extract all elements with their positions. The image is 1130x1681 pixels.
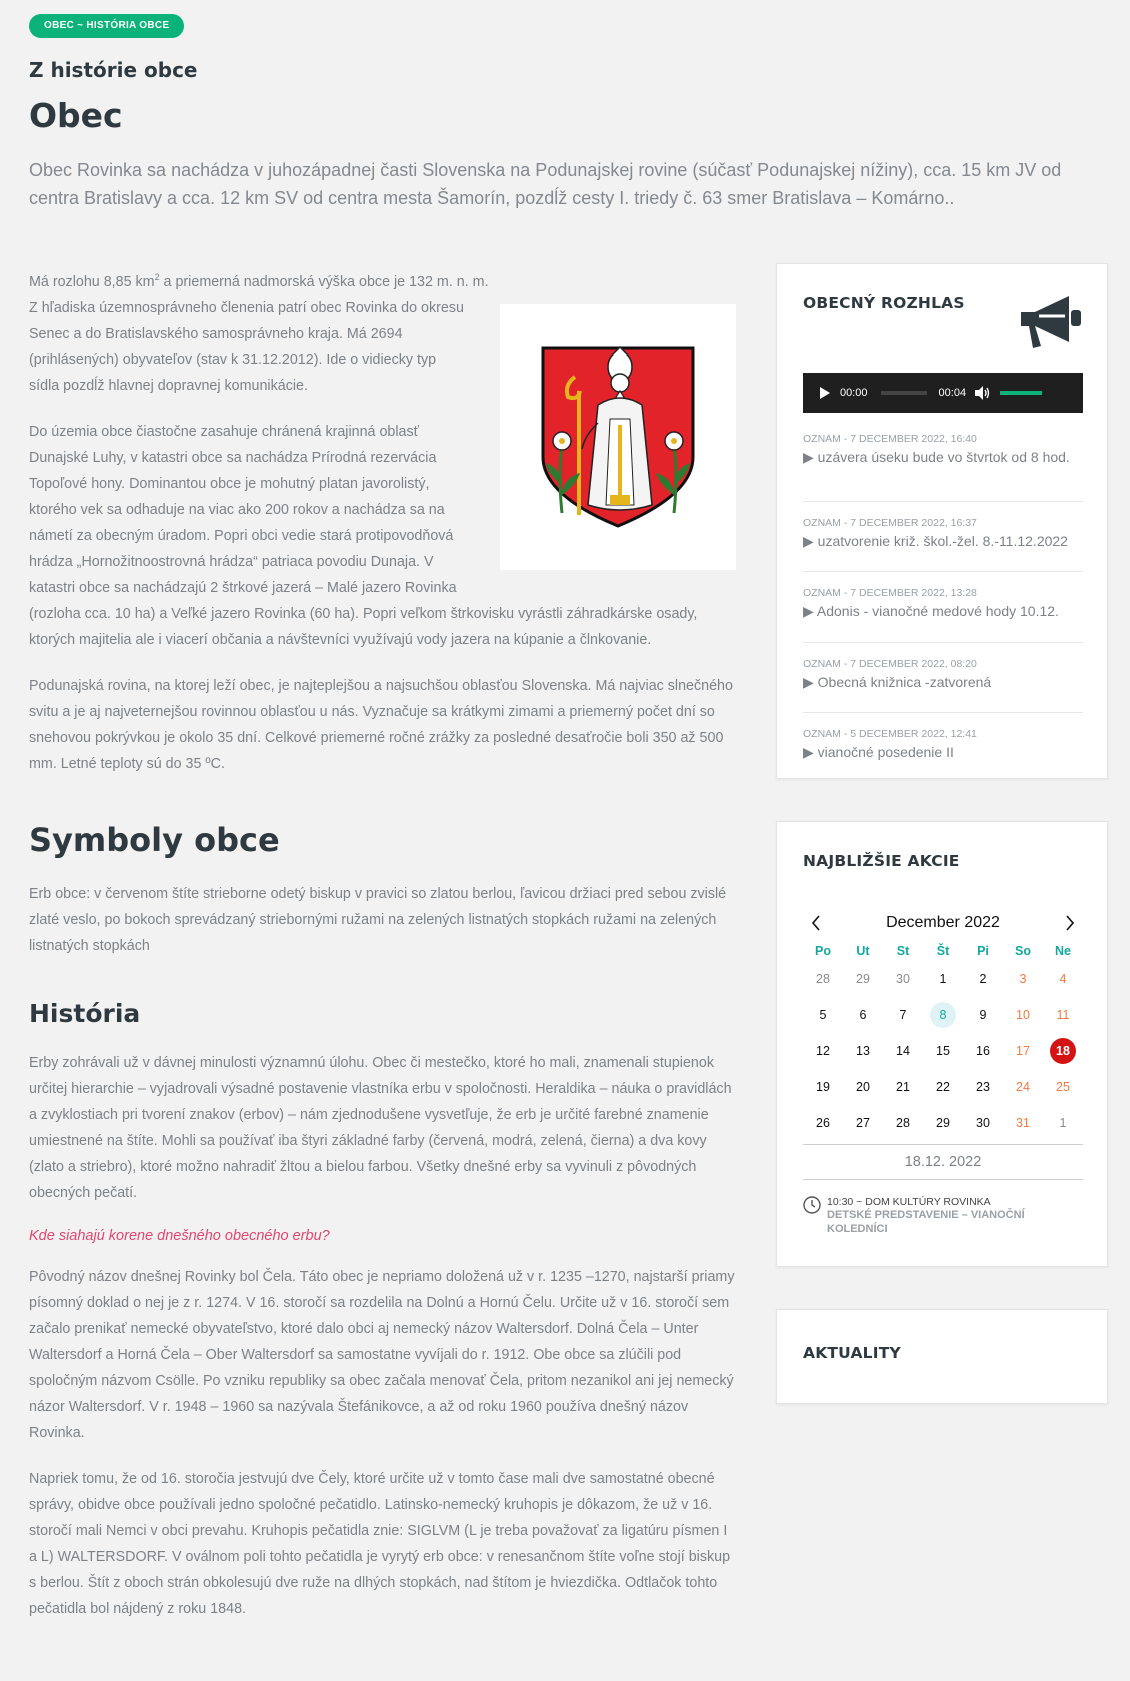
calendar-day[interactable] <box>1043 961 1083 997</box>
calendar-day[interactable] <box>923 1105 963 1141</box>
news-title: AKTUALITY <box>803 1344 901 1362</box>
notice-meta: OZNAM - 5 DECEMBER 2022, 12:41 <box>803 728 977 740</box>
calendar-day[interactable] <box>963 1033 1003 1069</box>
calendar-day[interactable] <box>1043 1033 1083 1069</box>
list-item[interactable] <box>803 713 1083 784</box>
calendar-day[interactable] <box>1003 997 1043 1033</box>
calendar-day[interactable] <box>1003 961 1043 997</box>
area-text-rest: a priemerná nadmorská výška obce je 132 m. n. m. <box>159 273 489 290</box>
calendar-day[interactable] <box>1043 997 1083 1033</box>
seal-paragraph: Napriek tomu, že od 16. storočia jestvujú dve Čely, ktoré určite už v tomto čase mali dve samostatné obecné správy, obidve obce používali jedno spoločné pečatidlo. Latinsko-nemecký kruhopis je dôkazom, že už v 16. storočí mali Nemci v obci prevahu. Kruhopis pečatidla znie: SIGLVM (L je treba považovať za ligatúru písmen I a L) WALTERSDORF. V oválnom poli tohto pečatidla je vyrytý erb obce: v renesančnom štíte voľne stojí biskup s berlou. Štít z oboch strán obkolesujú dve ruže na dlhých stopkách, nad štítom je hviezdička. Odtlačok tohto pečatidla bol nájdený z roku 1848. <box>29 1470 731 1617</box>
prev-month-button[interactable] <box>803 911 829 935</box>
calendar-day-number: 31 <box>1016 1116 1030 1130</box>
calendar-day[interactable] <box>963 997 1003 1033</box>
calendar-day-number: 3 <box>1019 972 1027 986</box>
calendar-week <box>803 1069 1083 1105</box>
notice-meta: OZNAM - 7 DECEMBER 2022, 13:28 <box>803 587 977 599</box>
calendar-week <box>803 1033 1083 1069</box>
calendar-day-number: 30 <box>976 1116 990 1130</box>
intro-text: Obec Rovinka sa nachádza v juhozápadnej časti Slovenska na Podunajskej rovine (súčasť Podunajskej nížiny), cca. 15 km JV od centra Bratislavy a cca. 12 km SV od centra mesta Šamorín, pozdĺž cesty I. triedy č. 63 smer Bratislava – Komárno.. <box>29 160 1062 208</box>
breadcrumb[interactable]: OBEC ~ HISTÓRIA OBCE <box>29 14 184 38</box>
calendar-day-number: 28 <box>896 1116 910 1130</box>
calendar-day[interactable] <box>883 1105 923 1141</box>
calendar-day[interactable] <box>1043 1069 1083 1105</box>
calendar-day-number: 23 <box>976 1080 990 1094</box>
selected-date: 18.12. 2022 <box>904 1154 982 1170</box>
calendar-day[interactable] <box>803 961 843 997</box>
audio-player[interactable] <box>803 373 1083 413</box>
calendar-day-number: 11 <box>1056 1008 1070 1022</box>
page-title: Obec <box>29 96 123 135</box>
chevron-right-icon <box>1065 915 1075 931</box>
weekday-label: St <box>896 944 910 958</box>
volume-icon[interactable] <box>974 386 990 400</box>
admin-paragraph: Z hľadiska územnosprávneho členenia patrí obec Rovinka do okresu Senec a do Bratislavského samosprávneho kraja. Má 2694 (prihlásených) obyvateľov (stav k 31.12.2012). Ide o vidiecky typ sídla pozdĺž hlavnej dopravnej komunikácie. <box>29 299 464 394</box>
calendar-day[interactable] <box>843 1033 883 1069</box>
notice-meta: OZNAM - 7 DECEMBER 2022, 16:37 <box>803 516 977 529</box>
area-text: Má rozlohu 8,85 km <box>29 273 155 290</box>
calendar-day-number: 21 <box>896 1080 910 1094</box>
play-icon[interactable] <box>820 387 830 399</box>
notice-link[interactable]: ▶ uzatvorenie križ. škol.-žel. 8.-11.12.2022 <box>803 532 1068 549</box>
calendar-day-number: 27 <box>856 1116 870 1130</box>
calendar-day-number: 1 <box>939 972 947 986</box>
calendar-day[interactable] <box>963 961 1003 997</box>
calendar-day[interactable] <box>803 1105 843 1141</box>
weekday-label: Po <box>815 944 831 958</box>
calendar-day[interactable] <box>843 1069 883 1105</box>
calendar-day[interactable] <box>843 1105 883 1141</box>
calendar-month: December 2022 <box>886 914 1000 931</box>
history-heading: História <box>29 998 141 1028</box>
calendar-day-number: 24 <box>1016 1080 1030 1094</box>
list-item[interactable] <box>803 643 1083 714</box>
calendar-day-number: 29 <box>856 972 870 986</box>
coat-of-arms-image <box>500 304 736 570</box>
calendar-day-number: 16 <box>976 1044 990 1058</box>
calendar-day-number: 5 <box>819 1008 827 1022</box>
calendar-day[interactable] <box>923 997 963 1033</box>
notice-link[interactable]: ▶ vianočné posedenie II <box>803 744 954 760</box>
notice-link[interactable]: ▶ Adonis - vianočné medové hody 10.12. <box>803 603 1059 619</box>
weekday-label: Št <box>936 944 950 958</box>
weekday-label: Ne <box>1055 944 1071 958</box>
calendar-day-number: 6 <box>859 1008 867 1022</box>
calendar-day-number: 29 <box>936 1116 950 1130</box>
calendar-day[interactable] <box>883 961 923 997</box>
calendar-day-number: 2 <box>979 972 987 986</box>
calendar-day[interactable] <box>963 1069 1003 1105</box>
volume-slider[interactable] <box>1000 391 1042 395</box>
megaphone-icon <box>1017 292 1083 352</box>
events-widget <box>776 821 1108 1267</box>
calendar-divider <box>803 1144 1083 1145</box>
radio-title: OBECNÝ ROZHLAS <box>803 294 965 312</box>
player-duration: 00:04 <box>938 387 967 399</box>
history-paragraph: Erby zohrávali už v dávnej minulosti významnú úlohu. Obec či mestečko, ktoré ho mali, znamenali stupienok určitej hierarchie – vyjadrovali výsadné postavenie vlastníka erbu v spoločnosti. Heraldika – náuka o pravidlách a zvyklostiach pri tvorení znakov (erbov) – nám zjednodušene vysvetľuje, že erb je určité farebné znamenie umiestnené na štíte. Mohli sa používať iba štyri základné farby (červená, modrá, zelená, čierna) a dva kovy (zlato a striebro), ktoré možno nahradiť žltou a bielou farbou. Všetky dnešné erby sa vyvinuli z pôvodných obecných pečatí. <box>29 1054 732 1201</box>
calendar-day[interactable] <box>923 1033 963 1069</box>
list-item[interactable] <box>803 502 1083 573</box>
notice-meta: OZNAM - 7 DECEMBER 2022, 16:40 <box>803 433 977 445</box>
weekday-label: So <box>1015 944 1031 958</box>
calendar-day-number: 26 <box>816 1116 830 1130</box>
main-content <box>29 264 736 1622</box>
news-widget <box>776 1309 1108 1404</box>
radio-widget <box>776 263 1108 779</box>
weekday-label: Ut <box>856 944 870 958</box>
calendar-day-number: 28 <box>816 972 830 986</box>
chevron-left-icon <box>811 915 821 931</box>
event-item[interactable] <box>803 1196 1083 1236</box>
symbols-paragraph: Erb obce: v červenom štíte strieborne odetý biskup v pravici so zlatou berlou, ľavicou držiaci pred sebou zvislé zlaté veslo, po bokoch sprevádzaný striebornými ružami na zelených listnatých stopkách ružami na zelených listnatých stopkách <box>29 885 727 954</box>
calendar-day-number: 25 <box>1056 1080 1070 1094</box>
calendar-day-number: 1 <box>1059 1116 1067 1130</box>
calendar-day[interactable] <box>843 997 883 1033</box>
calendar-day[interactable] <box>883 1069 923 1105</box>
event-time: 10:30 ~ DOM KULTÚRY ROVINKA <box>827 1196 991 1208</box>
calendar-day[interactable] <box>963 1105 1003 1141</box>
area-sup: 2 <box>154 272 160 282</box>
nature-paragraph: Do územia obce čiastočne zasahuje chránená krajinná oblasť Dunajské Luhy, v katastri obce sa nachádza Prírodná rezervácia Topoľové hony. Dominantou obce je mohutný platan javorolistý, ktorého vek sa odhaduje na viac ako 200 rokov a nachádza sa na námetí za obecným úradom. Popri obci vedie stará protipovodňová hrádza „Hornožitnoostrovná hrádza“ patriaca povodiu Dunaja. V katastri obce sa nachádzajú 2 štrkové jazerá – Malé jazero Rovinka (rozloha cca. 10 ha) a Veľké jazero Rovinka (60 ha). Popri veľkom štrkovisku vyrástli záhradkárske osady, ktorých majitelia ale i viacerí občania a návštevníci využívajú vody jazera na kúpanie a člnkovanie. <box>29 423 698 648</box>
list-item[interactable] <box>803 431 1083 502</box>
calendar-day-number: 18 <box>1050 1038 1076 1064</box>
player-seek-bar[interactable] <box>881 391 927 395</box>
event-title[interactable]: DETSKÉ PREDSTAVENIE – VIANOČNÍ KOLEDNÍCI <box>827 1209 1025 1235</box>
clock-icon <box>803 1196 821 1214</box>
calendar-day-number: 19 <box>816 1080 830 1094</box>
weekday-label: Pi <box>977 944 989 958</box>
origin-paragraph: Pôvodný názov dnešnej Rovinky bol Čela. Táto obec je nepriamo doložená už v r. 1235 –1270, najstarší priamy písomný doklad o nej je z r. 1274. V 16. storočí sa rozdelila na Dolnú a Hornú Čelu. Určite už v 16. storočí sem začalo prenikať nemecké obyvateľstvo, ktoré dalo obci aj nemecký názov Waltersdorf. Dolná Čela – Unter Waltersdorf a Horná Čela – Ober Waltersdorf sa samostatne vyvíjali do r. 1912. Obe obce sa zlúčili pod spoločným názvom Csölle. Po vzniku republiky sa obec začala menovať Čela, pritom nezanikol ani jej nemecký názor Waltersdorf. V r. 1948 – 1960 sa nazývala Štefánikovce, a až od roku 1960 používa dnešný názov Rovinka. <box>29 1268 735 1441</box>
calendar-day-number: 9 <box>979 1008 987 1022</box>
calendar-day-number: 4 <box>1059 972 1067 986</box>
calendar-day-number: 15 <box>936 1044 950 1058</box>
calendar-day-number: 20 <box>856 1080 870 1094</box>
calendar-day[interactable] <box>1003 1033 1043 1069</box>
page-subtitle: Z histórie obce <box>29 58 198 82</box>
player-current-time: 00:00 <box>840 387 868 399</box>
calendar-week <box>803 997 1083 1033</box>
date-divider <box>803 1179 1083 1180</box>
calendar-day[interactable] <box>1043 1105 1083 1141</box>
calendar-day[interactable] <box>1003 1069 1043 1105</box>
calendar-day-number: 10 <box>1016 1008 1030 1022</box>
calendar-day-number: 22 <box>936 1080 950 1094</box>
calendar-day-number: 13 <box>856 1044 870 1058</box>
question-heading: Kde siahajú korene dnešného obecného erbu? <box>29 1227 330 1244</box>
notice-link[interactable]: ▶ Obecná knižnica -zatvorená <box>803 673 992 690</box>
calendar-day[interactable] <box>923 1069 963 1105</box>
calendar-week <box>803 961 1083 997</box>
list-item[interactable] <box>803 572 1083 643</box>
calendar-day-number: 17 <box>1016 1044 1030 1058</box>
calendar-day[interactable] <box>843 961 883 997</box>
calendar-grid <box>803 941 1083 1141</box>
calendar-day-number: 14 <box>896 1044 910 1058</box>
calendar-day-number: 12 <box>816 1044 830 1058</box>
notice-link[interactable]: ▶ uzávera úseku bude vo štvrtok od 8 hod. <box>803 449 1070 465</box>
calendar-day[interactable] <box>883 1033 923 1069</box>
area-paragraph <box>29 264 736 295</box>
calendar-day-number: 30 <box>896 972 910 986</box>
calendar-day-number: 8 <box>930 1002 956 1028</box>
symbols-heading: Symboly obce <box>29 820 280 859</box>
calendar-day[interactable] <box>883 997 923 1033</box>
calendar-day-number: 7 <box>899 1008 907 1022</box>
calendar-day[interactable] <box>1003 1105 1043 1141</box>
notice-meta: OZNAM - 7 DECEMBER 2022, 08:20 <box>803 657 977 670</box>
climate-paragraph: Podunajská rovina, na ktorej leží obec, je najteplejšou a najsuchšou oblasťou Slovenska. Má najviac slnečného svitu a je aj najveternejšou rovinnou oblasťou u nás. Vyznačuje sa krátkymi zimami a priemerný počet dní so snehovou pokrývkou je okolo 35 dní. Celkové priemerné ročné zrážky za posledné desaťročie boli 350 až 500 mm. Letné teploty sú do 35 ºC. <box>29 677 733 772</box>
calendar-day[interactable] <box>803 1069 843 1105</box>
calendar-week <box>803 1105 1083 1141</box>
calendar-day[interactable] <box>803 997 843 1033</box>
coat-of-arms-icon <box>540 345 696 529</box>
calendar-day[interactable] <box>803 1033 843 1069</box>
events-title: NAJBLIŽŠIE AKCIE <box>803 852 960 870</box>
event-text <box>827 1196 1047 1236</box>
calendar-day[interactable] <box>923 961 963 997</box>
calendar-weekdays <box>803 941 1083 961</box>
next-month-button[interactable] <box>1057 911 1083 935</box>
calendar-header <box>803 911 1083 935</box>
notice-list <box>803 431 1083 784</box>
